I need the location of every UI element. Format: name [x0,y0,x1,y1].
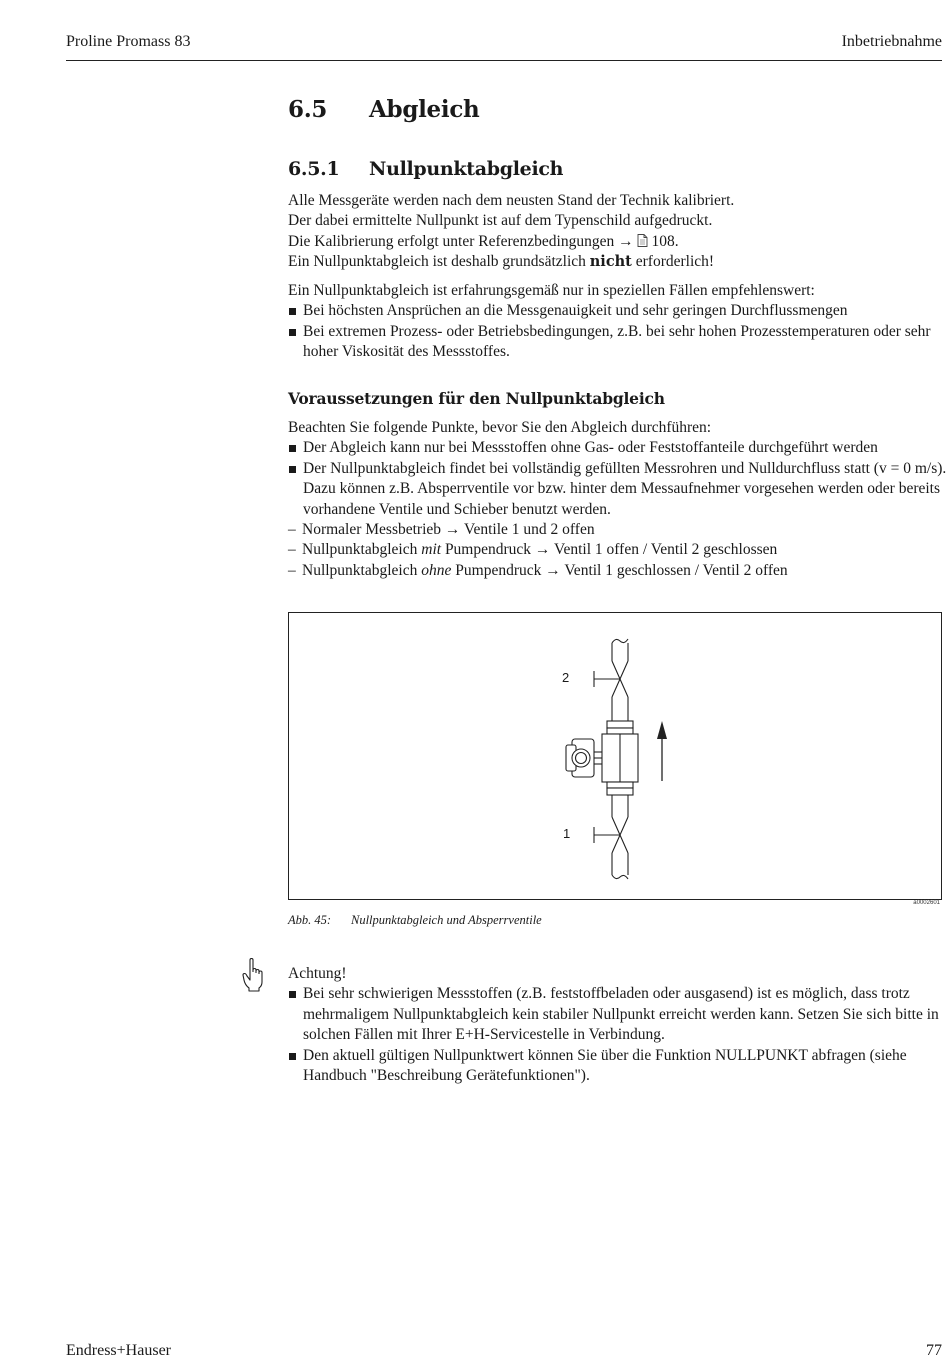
intro-paragraph [288,191,948,273]
subsection-number: 6.5.1 [288,158,340,180]
list-item-text: Der Nullpunktabgleich findet bei vollständig gefüllten Messrohren und Nulldurchfluss statt (v = 0 m/s). Dazu können z.B. Absperrventile vor bzw. hinter dem Messaufnehmer vorgesehen werden oder bereits vorhandene Ventile und Schieber benutzt werden. [303,459,947,518]
subsection-title: Nullpunktabgleich [369,158,564,180]
list-item-text: Bei höchsten Ansprüchen an die Messgenauigkeit und sehr geringen Durchflussmengen [303,302,848,320]
prereq-lead: Beachten Sie folgende Punkte, bevor Sie den Abgleich durchführen: [288,419,712,436]
intro-line [288,232,948,252]
list-item-text: Der Abgleich kann nur bei Messstoffen ohne Gas- oder Feststoffanteile durchgeführt werden [303,439,878,457]
recommend-block [288,281,948,363]
italic-text: ohne [421,561,452,579]
note-block [288,964,948,1086]
dash-marker: – [288,541,296,559]
note-title: Achtung! [288,965,347,982]
list-item [288,438,948,458]
bullet-square-icon [289,329,296,336]
prereq-block [288,418,948,581]
valve-label-2: 2 [562,670,570,685]
dash-item-text: Nullpunktabgleich [302,561,422,579]
page-reference: 108. [651,232,679,250]
bullet-square-icon [289,445,296,452]
flowmeter-diagram [289,613,941,899]
intro-line: Der dabei ermittelte Nullpunkt ist auf dem Typenschild aufgedruckt. [288,212,713,230]
figure-caption [288,913,542,928]
bullet-square-icon [289,466,296,473]
page-number: 77 [926,1342,942,1359]
dash-marker: – [288,521,296,539]
bullet-square-icon [289,308,296,315]
subsection-heading [288,158,563,180]
dash-item-text: Normaler Messbetrieb → Ventile 1 und 2 offen [302,521,595,539]
list-item-text: Den aktuell gültigen Nullpunktwert können Sie über die Funktion NULLPUNKT abfragen (siehe Handbuch "Beschreibung Gerätefunktionen"). [303,1046,907,1085]
valve-label-1: 1 [563,826,571,841]
intro-line-text: Die Kalibrierung erfolgt unter Referenzbedingungen → [288,232,638,250]
emphasis-text: nicht [589,253,632,271]
recommend-lead: Ein Nullpunktabgleich ist erfahrungsgemäß nur in speziellen Fällen empfehlenswert: [288,282,815,299]
flow-arrowhead-icon [657,721,667,739]
list-item [288,1046,948,1087]
figure-caption-text: Nullpunktabgleich und Absperrventile [351,913,542,927]
intro-line [288,252,948,272]
list-item [288,301,948,321]
page-reference-icon [637,233,651,250]
bullet-square-icon [289,991,296,998]
intro-line-text: erforderlich! [631,253,715,271]
list-item [288,322,948,363]
dash-item [288,561,948,581]
section-title: Abgleich [369,96,480,123]
list-item-text: Bei extremen Prozess- oder Betriebsbedingungen, z.B. bei sehr hohen Prozesstemperaturen oder sehr hoher Viskosität des Messstoffes. [303,322,931,361]
pointing-hand-icon [242,958,264,997]
header-left: Proline Promass 83 [66,33,191,50]
figure-caption-number: Abb. 45: [288,913,332,927]
header-right: Inbetriebnahme [841,33,942,50]
figure-frame [288,612,942,900]
dash-item [288,520,948,540]
dash-item-text: Pumpendruck → Ventil 1 offen / Ventil 2 geschlossen [441,541,778,559]
section-number: 6.5 [288,96,328,123]
bullet-square-icon [289,1053,296,1060]
list-item [288,459,948,520]
list-item [288,984,948,1045]
dash-item-text: Nullpunktabgleich [302,541,422,559]
list-item-text: Bei sehr schwierigen Messstoffen (z.B. feststoffbeladen oder ausgasend) ist es möglich, dass trotz mehrmaligem Nullpunktabgleich kein stabiler Nullpunkt erreicht werden kann. Setzen Sie sich bitte in solchen Fällen mit Ihrer E+H-Servicestelle in Verbindung. [303,985,939,1044]
dash-item [288,540,948,560]
header-rule [66,60,942,61]
dash-item-text: Pumpendruck → Ventil 1 geschlossen / Ventil 2 offen [451,561,788,579]
intro-line: Alle Messgeräte werden nach dem neusten Stand der Technik kalibriert. [288,192,735,209]
dash-marker: – [288,561,296,579]
section-heading [288,96,479,123]
prereq-heading: Voraussetzungen für den Nullpunktabgleich [288,389,665,408]
footer-left: Endress+Hauser [66,1342,171,1359]
intro-line-text: Ein Nullpunktabgleich ist deshalb grundsätzlich [288,253,590,271]
figure-id: a0002601 [913,900,940,906]
italic-text: mit [421,541,442,559]
